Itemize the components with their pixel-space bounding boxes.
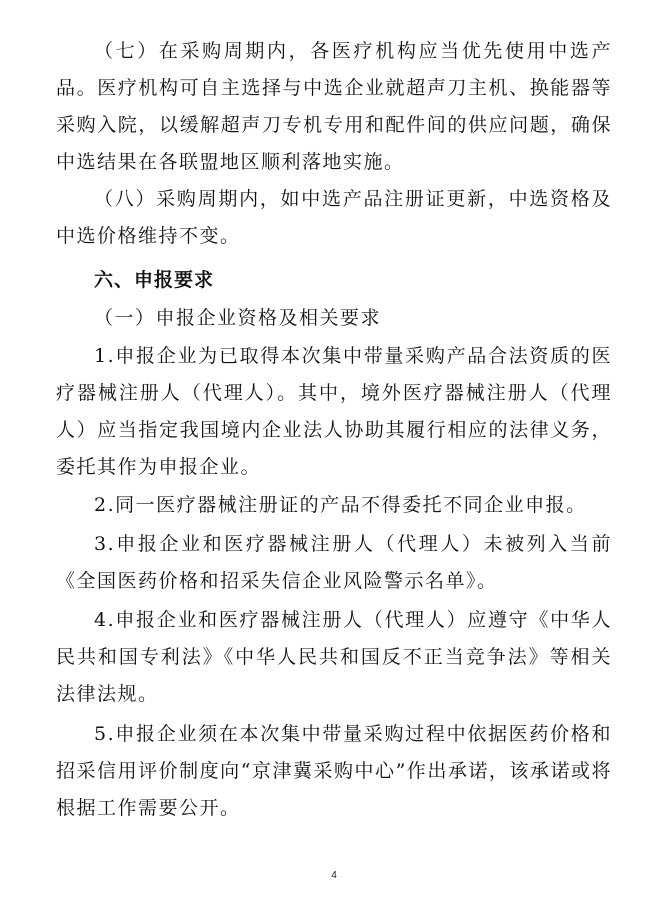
paragraph-item-2: 2.同一医疗器械注册证的产品不得委托不同企业申报。 [94, 494, 587, 516]
paragraph-item-5: 5.申报企业须在本次集中带量采购过程中依据医药价格和招采信用评价制度向“京津冀采购中心”作出承诺，该承诺或将根据工作需要公开。 [56, 723, 612, 819]
paragraph-item-4: 4.申报企业和医疗器械注册人（代理人）应遵守《中华人民共和国专利法》《中华人民共和国反不正当竞争法》等相关法律法规。 [56, 609, 612, 705]
page-number: 4 [331, 870, 337, 881]
paragraph-certificate-update: （八）采购周期内，如中选产品注册证更新，中选资格及中选价格维持不变。 [56, 188, 612, 247]
paragraph-procurement-priority: （七）在采购周期内，各医疗机构应当优先使用中选产品。医疗机构可自主选择与中选企业就超声刀主机、换能器等采购入院，以缓解超声刀专机专用和配件间的供应问题，确保中选结果在各联盟地区顺利落地实施。 [56, 40, 612, 173]
section-heading-application-requirements: 六、申报要求 [94, 269, 215, 291]
subsection-heading-qualifications: （一）申报企业资格及相关要求 [94, 307, 382, 329]
paragraph-item-3: 3.申报企业和医疗器械注册人（代理人）未被列入当前《全国医药价格和招采失信企业风险警示名单》。 [56, 533, 612, 592]
paragraph-item-1: 1.申报企业为已取得本次集中带量采购产品合法资质的医疗器械注册人（代理人）。其中，境外医疗器械注册人（代理人）应当指定我国境内企业法人协助其履行相应的法律义务，委托其作为申报企业。 [56, 345, 612, 478]
